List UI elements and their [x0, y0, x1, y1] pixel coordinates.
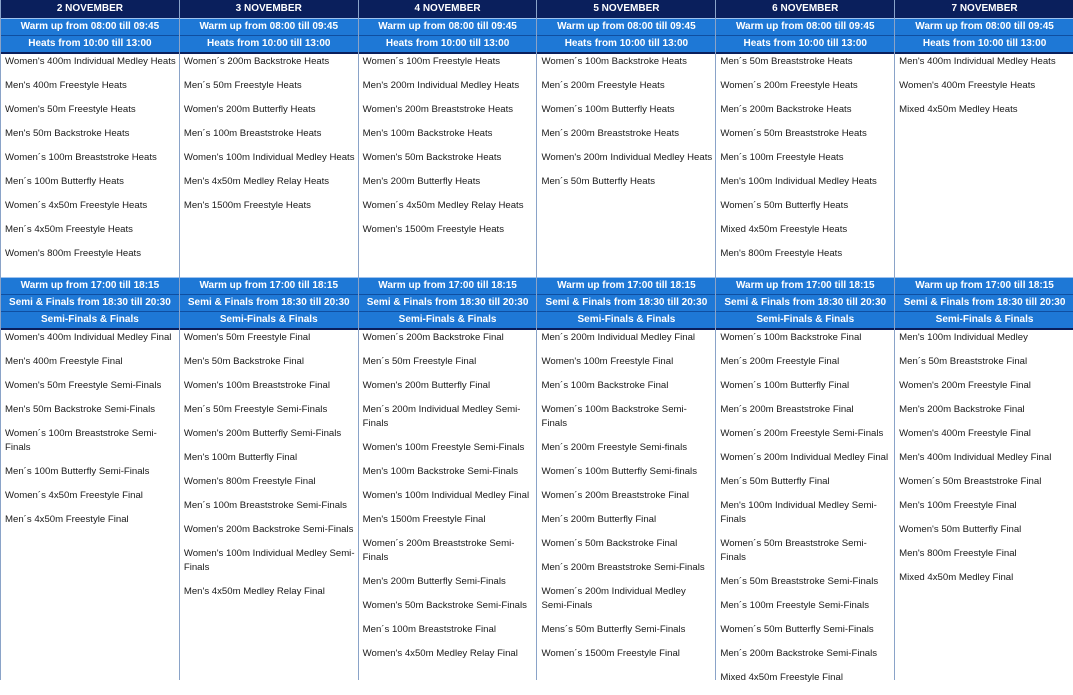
session-bar: Heats from 10:00 till 13:00 [180, 35, 358, 54]
session-label-bar: Semi-Finals & Finals [537, 311, 715, 330]
event-item: Women´s 100m Butterfly Final [720, 380, 850, 391]
event-item: Women's 800m Freestyle Heats [5, 248, 142, 259]
warmup-bar: Warm up from 17:00 till 18:15 [716, 277, 894, 294]
day-column [1, 0, 180, 680]
session-bar: Semi & Finals from 18:30 till 20:30 [895, 294, 1073, 311]
event-item: Women's 400m Individual Medley Final [5, 332, 172, 343]
event-item: Men's 200m Backstroke Final [899, 404, 1025, 415]
event-item: Women's 100m Breaststroke Final [183, 380, 330, 391]
event-item: Women´s 200m Freestyle Semi-Finals [720, 428, 884, 439]
day-column [716, 0, 895, 683]
event-item: Men's 400m Individual Medley Heats [899, 56, 1056, 67]
event-item: Women´s 50m Breaststroke Semi-Finals [720, 538, 867, 563]
warmup-bar: Warm up from 08:00 till 09:45 [895, 18, 1073, 35]
event-list [1, 331, 179, 527]
morning-session [895, 0, 1073, 127]
event-item: Men's 400m Individual Medley Final [899, 452, 1052, 463]
day-header: 7 NOVEMBER [895, 0, 1073, 18]
event-list [716, 331, 894, 685]
event-item: Men's 100m Individual Medley [899, 332, 1028, 343]
warmup-bar: Warm up from 17:00 till 18:15 [537, 277, 715, 294]
event-item: Women´s 50m Breaststroke Final [899, 476, 1042, 487]
event-item: Women´s 100m Butterfly Heats [541, 104, 675, 115]
event-item: Men's 1500m Freestyle Final [362, 514, 486, 525]
event-item: Men's 200m Butterfly Semi-Finals [362, 576, 506, 587]
event-item: Men's 800m Freestyle Final [899, 548, 1017, 559]
event-item: Women´s 100m Backstroke Semi-Finals [541, 404, 687, 429]
event-item: Women's 400m Individual Medley Heats [5, 56, 176, 67]
event-item: Men's 100m Butterfly Final [183, 452, 298, 463]
event-item: Women's 400m Freestyle Heats [899, 80, 1036, 91]
session-label-bar: Semi-Finals & Finals [359, 311, 537, 330]
session-label-bar: Semi-Finals & Finals [895, 311, 1073, 330]
event-item: Men´s 200m Breaststroke Final [720, 404, 854, 415]
event-item: Women's 4x50m Medley Relay Final [362, 648, 518, 659]
event-item: Mixed 4x50m Freestyle Final [720, 672, 843, 683]
event-item: Women's 200m Butterfly Semi-Finals [183, 428, 342, 439]
event-item: Men's 4x50m Medley Relay Final [183, 586, 325, 597]
event-list [359, 331, 537, 661]
event-item: Women´s 200m Backstroke Heats [183, 56, 330, 67]
event-item: Men´s 100m Freestyle Heats [720, 152, 844, 163]
event-item: Women´s 200m Backstroke Final [362, 332, 504, 343]
event-item: Women´s 50m Butterfly Heats [720, 200, 849, 211]
event-item: Men's 50m Backstroke Final [183, 356, 305, 367]
event-item: Men´s 200m Backstroke Semi-Finals [720, 648, 878, 659]
day-column [537, 0, 716, 680]
day-header: 6 NOVEMBER [716, 0, 894, 18]
morning-session [359, 0, 537, 247]
event-item: Women's 400m Freestyle Final [899, 428, 1031, 439]
warmup-bar: Warm up from 17:00 till 18:15 [180, 277, 358, 294]
event-item: Men´s 50m Breaststroke Heats [720, 56, 853, 67]
event-item: Women's 200m Backstroke Semi-Finals [183, 524, 354, 535]
event-item: Women´s 50m Breaststroke Heats [720, 128, 867, 139]
event-item: Women´s 200m Breaststroke Final [541, 490, 689, 501]
event-item: Men's 400m Freestyle Final [5, 356, 123, 367]
event-item: Women´s 100m Freestyle Heats [362, 56, 501, 67]
event-item: Men's 200m Individual Medley Heats [362, 80, 520, 91]
event-item: Women's 100m Freestyle Semi-Finals [362, 442, 525, 453]
event-item: Women´s 100m Breaststroke Heats [5, 152, 157, 163]
event-item: Men's 800m Freestyle Heats [720, 248, 843, 259]
event-item: Men´s 200m Breaststroke Heats [541, 128, 680, 139]
event-item: Men´s 100m Freestyle Semi-Finals [720, 600, 870, 611]
event-item: Men´s 50m Butterfly Heats [541, 176, 656, 187]
session-bar: Heats from 10:00 till 13:00 [716, 35, 894, 54]
session-label-bar: Semi-Finals & Finals [180, 311, 358, 330]
event-item: Men´s 200m Freestyle Heats [541, 80, 665, 91]
event-list [537, 55, 715, 189]
event-item: Women's 50m Backstroke Semi-Finals [362, 600, 527, 611]
event-item: Men´s 4x50m Freestyle Heats [5, 224, 133, 235]
event-item: Women´s 100m Breaststroke Semi-Finals [5, 428, 157, 453]
event-item: Men´s 100m Butterfly Semi-Finals [5, 466, 150, 477]
session-bar: Heats from 10:00 till 13:00 [895, 35, 1073, 54]
morning-session [180, 0, 358, 223]
session-bar: Semi & Finals from 18:30 till 20:30 [1, 294, 179, 311]
event-item: Women´s 200m Freestyle Heats [720, 80, 858, 91]
event-item: Men´s 4x50m Freestyle Final [5, 514, 129, 525]
event-item: Mens´s 50m Butterfly Semi-Finals [541, 624, 686, 635]
session-bar: Semi & Finals from 18:30 till 20:30 [359, 294, 537, 311]
event-item: Women's 200m Butterfly Final [362, 380, 491, 391]
warmup-bar: Warm up from 17:00 till 18:15 [1, 277, 179, 294]
event-item: Women's 50m Butterfly Final [899, 524, 1022, 535]
day-header: 2 NOVEMBER [1, 0, 179, 18]
event-item: Mixed 4x50m Medley Heats [899, 104, 1018, 115]
evening-session [537, 277, 715, 671]
event-item: Women´s 50m Backstroke Final [541, 538, 678, 549]
event-item: Women´s 1500m Freestyle Final [541, 648, 680, 659]
event-list [180, 55, 358, 213]
event-item: Women´s 100m Backstroke Final [720, 332, 862, 343]
event-list [180, 331, 358, 599]
event-item: Men´s 200m Individual Medley Final [541, 332, 696, 343]
event-item: Men's 200m Butterfly Heats [362, 176, 481, 187]
event-item: Women's 200m Freestyle Final [899, 380, 1031, 391]
event-item: Men's 1500m Freestyle Heats [183, 200, 311, 211]
event-item: Men´s 200m Backstroke Heats [720, 104, 852, 115]
warmup-bar: Warm up from 08:00 till 09:45 [1, 18, 179, 35]
event-item: Women's 50m Backstroke Heats [362, 152, 502, 163]
event-item: Men´s 200m Freestyle Final [720, 356, 840, 367]
event-item: Women´s 50m Butterfly Semi-Finals [720, 624, 874, 635]
event-item: Women´s 200m Breaststroke Semi-Finals [362, 538, 515, 563]
event-item: Women's 50m Freestyle Heats [5, 104, 136, 115]
event-item: Women's 50m Freestyle Final [183, 332, 311, 343]
event-item: Women's 200m Breaststroke Heats [362, 104, 514, 115]
event-item: Women´s 100m Butterfly Semi-finals [541, 466, 697, 477]
event-item: Men's 100m Backstroke Semi-Finals [362, 466, 519, 477]
event-item: Men´s 100m Backstroke Final [541, 380, 669, 391]
event-item: Men´s 200m Breaststroke Semi-Finals [541, 562, 705, 573]
event-item: Women´s 200m Individual Medley Final [720, 452, 889, 463]
event-item: Men´s 100m Breaststroke Heats [183, 128, 322, 139]
event-item: Men´s 50m Freestyle Semi-Finals [183, 404, 328, 415]
event-item: Men's 100m Individual Medley Heats [720, 176, 877, 187]
event-item: Men´s 100m Breaststroke Semi-Finals [183, 500, 347, 511]
session-label-bar: Semi-Finals & Finals [716, 311, 894, 330]
event-item: Men´s 50m Breaststroke Semi-Finals [720, 576, 879, 587]
day-header: 5 NOVEMBER [537, 0, 715, 18]
day-header: 3 NOVEMBER [180, 0, 358, 18]
event-item: Men´s 200m Butterfly Final [541, 514, 657, 525]
event-item: Men's 400m Freestyle Heats [5, 80, 127, 91]
warmup-bar: Warm up from 08:00 till 09:45 [537, 18, 715, 35]
day-header: 4 NOVEMBER [359, 0, 537, 18]
event-item: Women's 100m Individual Medley Semi-Finals [183, 548, 355, 573]
event-item: Men´s 200m Individual Medley Semi-Finals [362, 404, 521, 429]
event-item: Women´s 100m Backstroke Heats [541, 56, 687, 67]
event-list [1, 55, 179, 261]
day-column [359, 0, 538, 680]
session-bar: Semi & Finals from 18:30 till 20:30 [180, 294, 358, 311]
event-list [359, 55, 537, 237]
event-item: Men´s 100m Breaststroke Final [362, 624, 496, 635]
day-column [180, 0, 359, 680]
event-item: Men's 4x50m Medley Relay Heats [183, 176, 330, 187]
evening-session [359, 277, 537, 671]
warmup-bar: Warm up from 17:00 till 18:15 [895, 277, 1073, 294]
warmup-bar: Warm up from 08:00 till 09:45 [180, 18, 358, 35]
event-item: Men's 100m Individual Medley Semi-Finals [720, 500, 877, 525]
event-item: Women's 200m Butterfly Heats [183, 104, 316, 115]
morning-session [537, 0, 715, 199]
event-list [537, 331, 715, 661]
event-item: Men's 50m Backstroke Semi-Finals [5, 404, 156, 415]
event-list [895, 331, 1073, 585]
event-item: Women´s 4x50m Medley Relay Heats [362, 200, 524, 211]
event-item: Women´s 4x50m Freestyle Final [5, 490, 143, 501]
evening-session [1, 277, 179, 537]
warmup-bar: Warm up from 17:00 till 18:15 [359, 277, 537, 294]
evening-session [716, 277, 894, 695]
event-item: Women´s 200m Individual Medley Semi-Finals [541, 586, 686, 611]
morning-session [716, 0, 894, 271]
event-item: Men´s 50m Freestyle Heats [183, 80, 302, 91]
event-item: Mixed 4x50m Freestyle Heats [720, 224, 848, 235]
event-item: Women's 200m Individual Medley Heats [541, 152, 713, 163]
session-label-bar: Semi-Finals & Finals [1, 311, 179, 330]
event-item: Women's 100m Freestyle Final [541, 356, 674, 367]
session-bar: Heats from 10:00 till 13:00 [537, 35, 715, 54]
event-item: Men's 100m Freestyle Final [899, 500, 1017, 511]
session-bar: Heats from 10:00 till 13:00 [1, 35, 179, 54]
session-bar: Semi & Finals from 18:30 till 20:30 [716, 294, 894, 311]
event-item: Men´s 200m Freestyle Semi-finals [541, 442, 688, 453]
evening-session [180, 277, 358, 609]
warmup-bar: Warm up from 08:00 till 09:45 [716, 18, 894, 35]
event-item: Mixed 4x50m Medley Final [899, 572, 1014, 583]
event-list [895, 55, 1073, 117]
event-item: Women´s 4x50m Freestyle Heats [5, 200, 148, 211]
event-item: Women's 100m Individual Medley Final [362, 490, 530, 501]
event-item: Men´s 50m Breaststroke Final [899, 356, 1028, 367]
event-item: Women's 50m Freestyle Semi-Finals [5, 380, 162, 391]
session-bar: Semi & Finals from 18:30 till 20:30 [537, 294, 715, 311]
event-list [716, 55, 894, 261]
event-item: Men's 100m Backstroke Heats [362, 128, 493, 139]
session-bar: Heats from 10:00 till 13:00 [359, 35, 537, 54]
warmup-bar: Warm up from 08:00 till 09:45 [359, 18, 537, 35]
event-item: Women's 1500m Freestyle Heats [362, 224, 505, 235]
event-item: Men's 50m Backstroke Heats [5, 128, 130, 139]
event-item: Women's 800m Freestyle Final [183, 476, 316, 487]
day-column [895, 0, 1073, 680]
event-item: Men´s 50m Freestyle Final [362, 356, 477, 367]
event-item: Men´s 50m Butterfly Final [720, 476, 830, 487]
evening-session [895, 277, 1073, 595]
event-item: Men´s 100m Butterfly Heats [5, 176, 124, 187]
event-item: Women's 100m Individual Medley Heats [183, 152, 355, 163]
morning-session [1, 0, 179, 271]
